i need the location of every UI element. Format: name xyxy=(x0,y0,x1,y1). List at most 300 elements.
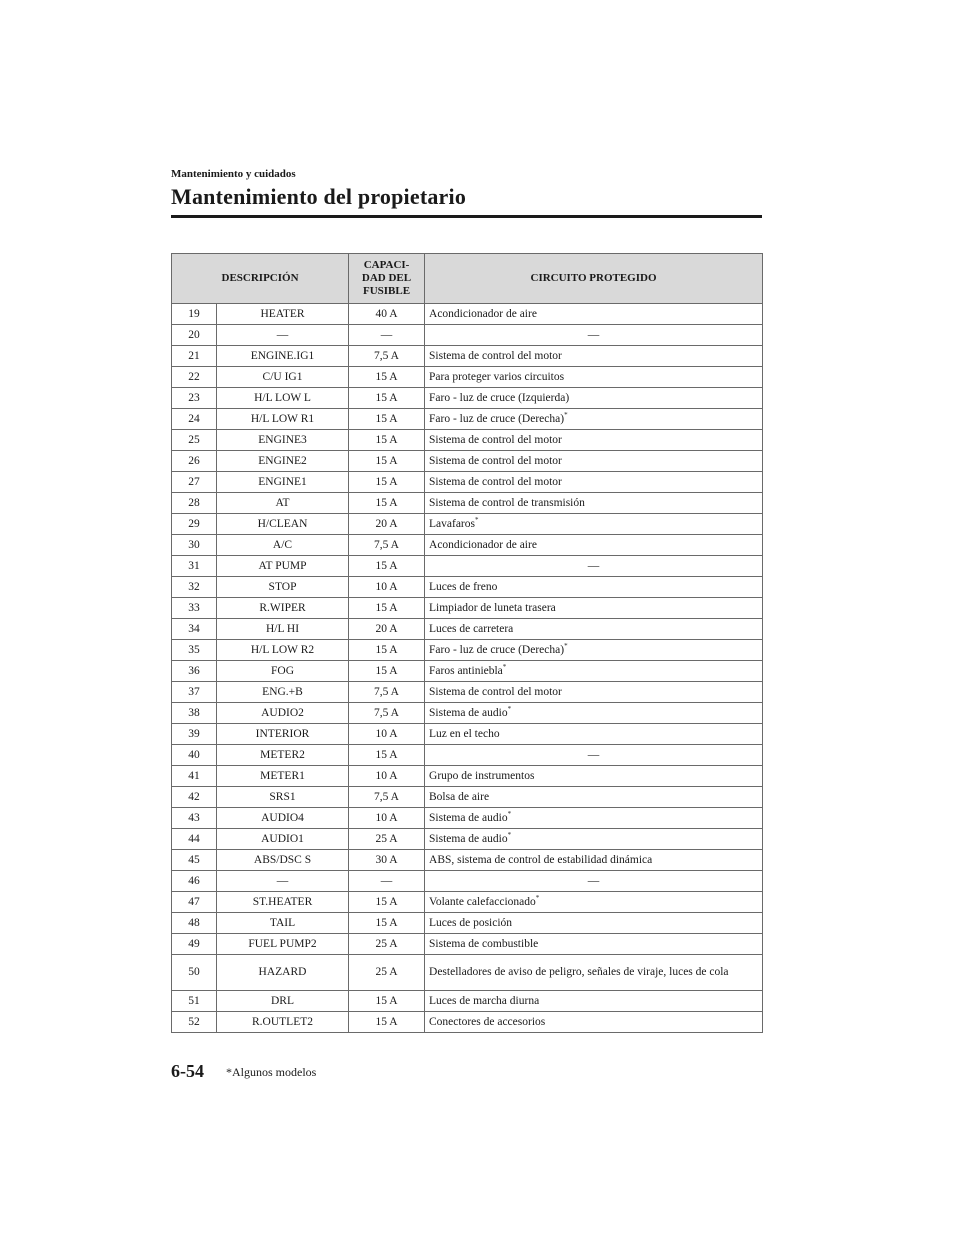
fuse-number-text: 35 xyxy=(188,643,200,656)
protected-circuit-cell xyxy=(425,892,763,913)
page-title: Mantenimiento del propietario xyxy=(171,184,467,209)
table-row xyxy=(172,346,763,367)
fuse-capacity-text: 15 A xyxy=(375,643,398,656)
table-row xyxy=(172,556,763,577)
protected-circuit-cell xyxy=(425,514,763,535)
protected-circuit-cell xyxy=(425,367,763,388)
fuse-description-cell xyxy=(217,934,349,955)
protected-circuit-text: Destelladores de aviso de peligro, señales de viraje, luces de cola xyxy=(429,966,729,978)
fuse-description-text: AT xyxy=(275,496,290,509)
protected-circuit-text: Conectores de accesorios xyxy=(429,1015,546,1028)
protected-circuit-cell xyxy=(425,955,763,991)
table-row xyxy=(172,451,763,472)
protected-circuit-cell xyxy=(425,451,763,472)
protected-circuit-cell xyxy=(425,850,763,871)
fuse-description-text: AUDIO4 xyxy=(261,811,304,824)
fuse-number-text: 41 xyxy=(188,769,200,782)
protected-circuit-cell xyxy=(425,829,763,850)
fuse-number-text: 39 xyxy=(188,727,200,740)
some-models-marker: * xyxy=(475,515,479,524)
fuse-description-cell xyxy=(217,787,349,808)
fuse-number-cell xyxy=(172,682,217,703)
fuse-capacity-cell xyxy=(349,514,425,535)
fuse-number-text: 22 xyxy=(188,370,200,383)
table-row xyxy=(172,409,763,430)
fuse-description-cell xyxy=(217,493,349,514)
fuse-number-cell xyxy=(172,640,217,661)
fuse-description-cell xyxy=(217,325,349,346)
fuse-capacity-cell xyxy=(349,388,425,409)
fuse-number-text: 48 xyxy=(188,916,200,929)
table-row xyxy=(172,367,763,388)
protected-circuit-text: Sistema de combustible xyxy=(429,937,539,950)
fuse-capacity-text: 15 A xyxy=(375,475,398,488)
fuse-description-cell xyxy=(217,472,349,493)
fuse-capacity-text: 15 A xyxy=(375,496,398,509)
fuse-capacity-cell xyxy=(349,913,425,934)
fuse-description-cell xyxy=(217,430,349,451)
fuse-number-cell xyxy=(172,388,217,409)
protected-circuit-cell xyxy=(425,556,763,577)
protected-circuit-cell xyxy=(425,409,763,430)
protected-circuit-text: — xyxy=(587,559,600,572)
table-row xyxy=(172,829,763,850)
protected-circuit-cell xyxy=(425,787,763,808)
fuse-description-text: R.OUTLET2 xyxy=(252,1015,314,1028)
fuse-description-text: SRS1 xyxy=(269,790,296,803)
fuse-capacity-text: 10 A xyxy=(375,727,398,740)
fuse-capacity-text: 25 A xyxy=(375,832,398,845)
protected-circuit-cell xyxy=(425,535,763,556)
protected-circuit-text: Faros antiniebla xyxy=(429,664,503,677)
fuse-number-cell xyxy=(172,346,217,367)
fuse-number-cell xyxy=(172,619,217,640)
fuse-capacity-text: — xyxy=(380,328,393,341)
fuse-number-cell xyxy=(172,991,217,1012)
fuse-description-cell xyxy=(217,892,349,913)
table-header-row xyxy=(172,254,763,304)
fuse-capacity-text: 15 A xyxy=(375,664,398,677)
fuse-description-cell xyxy=(217,1012,349,1033)
fuse-description-cell xyxy=(217,304,349,325)
protected-circuit-text: Sistema de control del motor xyxy=(429,475,562,488)
fuse-number-cell xyxy=(172,871,217,892)
fuse-description-cell xyxy=(217,808,349,829)
fuse-number-cell xyxy=(172,409,217,430)
fuse-capacity-text: 30 A xyxy=(375,853,398,866)
protected-circuit-text: Para proteger varios circuitos xyxy=(429,370,565,383)
header-capacity-line: DAD DEL xyxy=(361,272,412,284)
protected-circuit-cell xyxy=(425,745,763,766)
fuse-description-text: ENGINE2 xyxy=(258,454,307,467)
fuse-number-text: 19 xyxy=(188,307,200,320)
table-row xyxy=(172,514,763,535)
fuse-number-text: 29 xyxy=(188,517,200,530)
table-row xyxy=(172,325,763,346)
fuse-description-cell xyxy=(217,850,349,871)
fuse-description-cell xyxy=(217,535,349,556)
fuse-number-text: 40 xyxy=(188,748,200,761)
fuse-capacity-text: 40 A xyxy=(375,307,398,320)
protected-circuit-cell xyxy=(425,472,763,493)
fuse-description-cell xyxy=(217,514,349,535)
fuse-capacity-cell xyxy=(349,451,425,472)
fuse-capacity-text: 15 A xyxy=(375,433,398,446)
fuse-number-cell xyxy=(172,451,217,472)
protected-circuit-text: Faro - luz de cruce (Derecha) xyxy=(429,643,565,656)
fuse-capacity-text: — xyxy=(380,874,393,887)
table-row xyxy=(172,640,763,661)
table-row xyxy=(172,934,763,955)
protected-circuit-text: Luces de freno xyxy=(429,580,498,593)
fuse-description-cell xyxy=(217,409,349,430)
fuse-capacity-cell xyxy=(349,703,425,724)
fuse-number-cell xyxy=(172,556,217,577)
fuse-capacity-text: 20 A xyxy=(375,517,398,530)
fuse-description-cell xyxy=(217,451,349,472)
fuse-number-text: 50 xyxy=(188,966,200,978)
table-row xyxy=(172,535,763,556)
fuse-capacity-cell xyxy=(349,346,425,367)
protected-circuit-cell xyxy=(425,703,763,724)
table-row xyxy=(172,892,763,913)
fuse-number-cell xyxy=(172,703,217,724)
protected-circuit-text: Sistema de audio xyxy=(429,832,508,845)
fuse-capacity-text: 15 A xyxy=(375,916,398,929)
protected-circuit-text: — xyxy=(587,328,600,341)
header-description: DESCRIPCIÓN xyxy=(172,254,349,304)
fuse-capacity-text: 10 A xyxy=(375,769,398,782)
fuse-description-text: HEATER xyxy=(260,307,305,320)
fuse-description-cell xyxy=(217,619,349,640)
protected-circuit-text: Limpiador de luneta trasera xyxy=(429,601,556,614)
table-row xyxy=(172,493,763,514)
fuse-number-cell xyxy=(172,829,217,850)
fuse-capacity-cell xyxy=(349,991,425,1012)
protected-circuit-text: Luces de carretera xyxy=(429,622,514,635)
fuse-number-text: 49 xyxy=(188,937,200,950)
fuse-description-text: — xyxy=(276,874,289,887)
fuse-capacity-text: 15 A xyxy=(375,391,398,404)
protected-circuit-text: Lavafaros xyxy=(429,517,475,530)
protected-circuit-text: Volante calefaccionado xyxy=(429,895,536,908)
fuse-description-text: METER2 xyxy=(260,748,305,761)
table-row xyxy=(172,913,763,934)
protected-circuit-text: Sistema de audio xyxy=(429,706,508,719)
header-capacity-line: FUSIBLE xyxy=(362,285,411,297)
fuse-number-text: 46 xyxy=(188,874,200,887)
fuse-capacity-text: 15 A xyxy=(375,601,398,614)
protected-circuit-text: Acondicionador de aire xyxy=(429,538,537,551)
title-rule xyxy=(171,215,762,218)
fuse-description-cell xyxy=(217,955,349,991)
fuse-description-text: ST.HEATER xyxy=(252,895,313,908)
header-capacity xyxy=(349,254,425,304)
protected-circuit-text: Sistema de control del motor xyxy=(429,685,562,698)
fuse-number-cell xyxy=(172,514,217,535)
some-models-marker: * xyxy=(507,830,512,839)
fuse-number-text: 52 xyxy=(188,1015,200,1028)
fuse-capacity-cell xyxy=(349,430,425,451)
protected-circuit-text: Sistema de control de transmisión xyxy=(429,496,585,509)
fuse-capacity-cell xyxy=(349,619,425,640)
fuse-capacity-cell xyxy=(349,304,425,325)
protected-circuit-cell xyxy=(425,682,763,703)
fuse-number-text: 34 xyxy=(188,622,200,635)
some-models-marker: * xyxy=(564,410,568,419)
protected-circuit-cell xyxy=(425,577,763,598)
fuse-capacity-text: 15 A xyxy=(375,370,398,383)
fuse-description-text: ABS/DSC S xyxy=(253,853,312,866)
fuse-capacity-cell xyxy=(349,682,425,703)
fuse-number-text: 21 xyxy=(188,349,200,362)
fuse-capacity-cell xyxy=(349,577,425,598)
protected-circuit-cell xyxy=(425,493,763,514)
fuse-description-cell xyxy=(217,991,349,1012)
page-number: 6-54 xyxy=(171,1061,204,1081)
fuse-number-cell xyxy=(172,892,217,913)
fuse-number-text: 26 xyxy=(188,454,200,467)
fuse-number-text: 28 xyxy=(188,496,200,509)
table-row xyxy=(172,991,763,1012)
fuse-number-text: 47 xyxy=(188,895,200,908)
fuse-number-cell xyxy=(172,535,217,556)
table-row xyxy=(172,871,763,892)
table-row xyxy=(172,745,763,766)
table-row xyxy=(172,850,763,871)
protected-circuit-text: Grupo de instrumentos xyxy=(429,769,535,782)
fuse-description-cell xyxy=(217,346,349,367)
fuse-number-text: 31 xyxy=(188,559,200,572)
fuse-number-cell xyxy=(172,577,217,598)
header-capacity-line: CAPACI- xyxy=(363,259,410,271)
protected-circuit-cell xyxy=(425,304,763,325)
table-row xyxy=(172,619,763,640)
fuse-capacity-cell xyxy=(349,1012,425,1033)
section-label: Mantenimiento y cuidados xyxy=(171,168,296,180)
fuse-rows xyxy=(172,304,763,1033)
table-row xyxy=(172,430,763,451)
table-row xyxy=(172,598,763,619)
fuse-description-text: H/CLEAN xyxy=(257,517,308,530)
fuse-description-text: FOG xyxy=(271,664,295,677)
fuse-capacity-text: 15 A xyxy=(375,559,398,572)
fuse-number-text: 25 xyxy=(188,433,200,446)
fuse-description-text: A/C xyxy=(272,538,293,551)
table-row xyxy=(172,766,763,787)
fuse-description-cell xyxy=(217,682,349,703)
fuse-description-text: H/L LOW L xyxy=(254,391,311,404)
fuse-capacity-cell xyxy=(349,787,425,808)
fuse-description-text: TAIL xyxy=(269,916,296,929)
fuse-capacity-cell xyxy=(349,724,425,745)
fuse-capacity-text: 7,5 A xyxy=(374,685,399,698)
some-models-marker: * xyxy=(502,662,507,671)
fuse-number-cell xyxy=(172,325,217,346)
fuse-capacity-cell xyxy=(349,871,425,892)
fuse-capacity-cell xyxy=(349,850,425,871)
fuse-number-cell xyxy=(172,598,217,619)
fuse-description-text: METER1 xyxy=(260,769,305,782)
fuse-number-text: 51 xyxy=(188,994,200,1007)
fuse-description-text: INTERIOR xyxy=(255,727,310,740)
fuse-number-cell xyxy=(172,367,217,388)
protected-circuit-cell xyxy=(425,430,763,451)
table-row xyxy=(172,703,763,724)
table-row xyxy=(172,955,763,991)
fuse-description-cell xyxy=(217,745,349,766)
fuse-description-cell xyxy=(217,913,349,934)
fuse-number-text: 33 xyxy=(188,601,200,614)
protected-circuit-text: Sistema de control del motor xyxy=(429,349,562,362)
fuse-description-text: R.WIPER xyxy=(259,601,306,614)
fuse-table xyxy=(171,253,763,1033)
fuse-number-text: 45 xyxy=(188,853,200,866)
fuse-number-cell xyxy=(172,745,217,766)
fuse-number-cell xyxy=(172,934,217,955)
fuse-description-cell xyxy=(217,703,349,724)
fuse-capacity-cell xyxy=(349,955,425,991)
fuse-description-text: AT PUMP xyxy=(258,559,307,572)
fuse-capacity-cell xyxy=(349,409,425,430)
fuse-description-text: C/U IG1 xyxy=(262,370,303,383)
protected-circuit-cell xyxy=(425,766,763,787)
protected-circuit-text: Faro - luz de cruce (Derecha) xyxy=(429,412,565,425)
fuse-number-cell xyxy=(172,766,217,787)
fuse-capacity-cell xyxy=(349,640,425,661)
fuse-capacity-cell xyxy=(349,661,425,682)
fuse-capacity-text: 7,5 A xyxy=(374,706,399,719)
fuse-description-cell xyxy=(217,661,349,682)
fuse-number-text: 20 xyxy=(188,328,200,341)
fuse-description-cell xyxy=(217,871,349,892)
table-row xyxy=(172,388,763,409)
fuse-number-cell xyxy=(172,472,217,493)
fuse-number-cell xyxy=(172,304,217,325)
fuse-capacity-cell xyxy=(349,892,425,913)
fuse-number-cell xyxy=(172,493,217,514)
some-models-marker: * xyxy=(507,809,512,818)
protected-circuit-cell xyxy=(425,913,763,934)
protected-circuit-cell xyxy=(425,808,763,829)
protected-circuit-text: Luces de marcha diurna xyxy=(429,994,540,1007)
fuse-capacity-cell xyxy=(349,325,425,346)
protected-circuit-cell xyxy=(425,640,763,661)
fuse-capacity-text: 7,5 A xyxy=(374,538,399,551)
protected-circuit-cell xyxy=(425,388,763,409)
fuse-description-text: STOP xyxy=(268,580,297,593)
protected-circuit-cell xyxy=(425,871,763,892)
fuse-description-cell xyxy=(217,556,349,577)
fuse-number-cell xyxy=(172,787,217,808)
fuse-number-cell xyxy=(172,808,217,829)
fuse-number-cell xyxy=(172,850,217,871)
fuse-capacity-text: 15 A xyxy=(375,748,398,761)
protected-circuit-text: Acondicionador de aire xyxy=(429,307,537,320)
protected-circuit-text: Luces de posición xyxy=(429,916,513,929)
fuse-capacity-cell xyxy=(349,493,425,514)
fuse-number-text: 37 xyxy=(188,685,200,698)
fuse-number-cell xyxy=(172,955,217,991)
table-row xyxy=(172,577,763,598)
fuse-number-text: 24 xyxy=(188,412,200,425)
protected-circuit-text: Sistema de control del motor xyxy=(429,454,562,467)
fuse-number-text: 42 xyxy=(188,790,200,803)
fuse-capacity-text: 25 A xyxy=(375,966,398,978)
fuse-description-text: ENGINE.IG1 xyxy=(250,349,315,362)
fuse-number-text: 30 xyxy=(188,538,200,551)
table-row xyxy=(172,472,763,493)
fuse-description-cell xyxy=(217,388,349,409)
protected-circuit-text: Faro - luz de cruce (Izquierda) xyxy=(429,391,570,404)
fuse-description-cell xyxy=(217,598,349,619)
fuse-capacity-text: 15 A xyxy=(375,1015,398,1028)
fuse-number-cell xyxy=(172,661,217,682)
some-models-marker: * xyxy=(564,641,568,650)
protected-circuit-cell xyxy=(425,724,763,745)
fuse-description-text: AUDIO2 xyxy=(261,706,304,719)
table-row xyxy=(172,724,763,745)
protected-circuit-cell xyxy=(425,325,763,346)
fuse-number-text: 38 xyxy=(188,706,200,719)
footnote: *Algunos modelos xyxy=(226,1065,317,1079)
protected-circuit-cell xyxy=(425,1012,763,1033)
table-row xyxy=(172,682,763,703)
fuse-description-text: — xyxy=(276,328,289,341)
fuse-description-cell xyxy=(217,724,349,745)
protected-circuit-text: ABS, sistema de control de estabilidad dinámica xyxy=(429,853,653,866)
fuse-number-text: 36 xyxy=(188,664,200,677)
fuse-description-cell xyxy=(217,829,349,850)
fuse-description-text: HAZARD xyxy=(258,966,307,978)
fuse-description-cell xyxy=(217,766,349,787)
fuse-capacity-text: 15 A xyxy=(375,412,398,425)
fuse-number-cell xyxy=(172,724,217,745)
table-row xyxy=(172,787,763,808)
fuse-number-text: 23 xyxy=(188,391,200,404)
protected-circuit-text: — xyxy=(587,748,600,761)
protected-circuit-text: Bolsa de aire xyxy=(429,790,490,803)
protected-circuit-cell xyxy=(425,619,763,640)
fuse-number-cell xyxy=(172,1012,217,1033)
fuse-capacity-text: 10 A xyxy=(375,811,398,824)
fuse-number-cell xyxy=(172,913,217,934)
fuse-capacity-text: 10 A xyxy=(375,580,398,593)
fuse-description-text: FUEL PUMP2 xyxy=(248,937,317,950)
table-row xyxy=(172,1012,763,1033)
fuse-capacity-cell xyxy=(349,829,425,850)
fuse-capacity-text: 15 A xyxy=(375,895,398,908)
fuse-capacity-cell xyxy=(349,535,425,556)
fuse-description-text: H/L LOW R2 xyxy=(250,643,315,656)
fuse-description-cell xyxy=(217,640,349,661)
fuse-description-text: DRL xyxy=(271,994,294,1007)
fuse-number-cell xyxy=(172,430,217,451)
fuse-number-text: 32 xyxy=(188,580,200,593)
fuse-description-text: H/L HI xyxy=(265,622,300,635)
fuse-capacity-cell xyxy=(349,472,425,493)
fuse-capacity-cell xyxy=(349,808,425,829)
protected-circuit-cell xyxy=(425,346,763,367)
protected-circuit-text: Luz en el techo xyxy=(429,727,500,740)
table-row xyxy=(172,808,763,829)
fuse-number-text: 27 xyxy=(188,475,200,488)
table-row xyxy=(172,304,763,325)
fuse-capacity-text: 7,5 A xyxy=(374,790,399,803)
fuse-capacity-text: 7,5 A xyxy=(374,349,399,362)
protected-circuit-cell xyxy=(425,991,763,1012)
protected-circuit-cell xyxy=(425,598,763,619)
